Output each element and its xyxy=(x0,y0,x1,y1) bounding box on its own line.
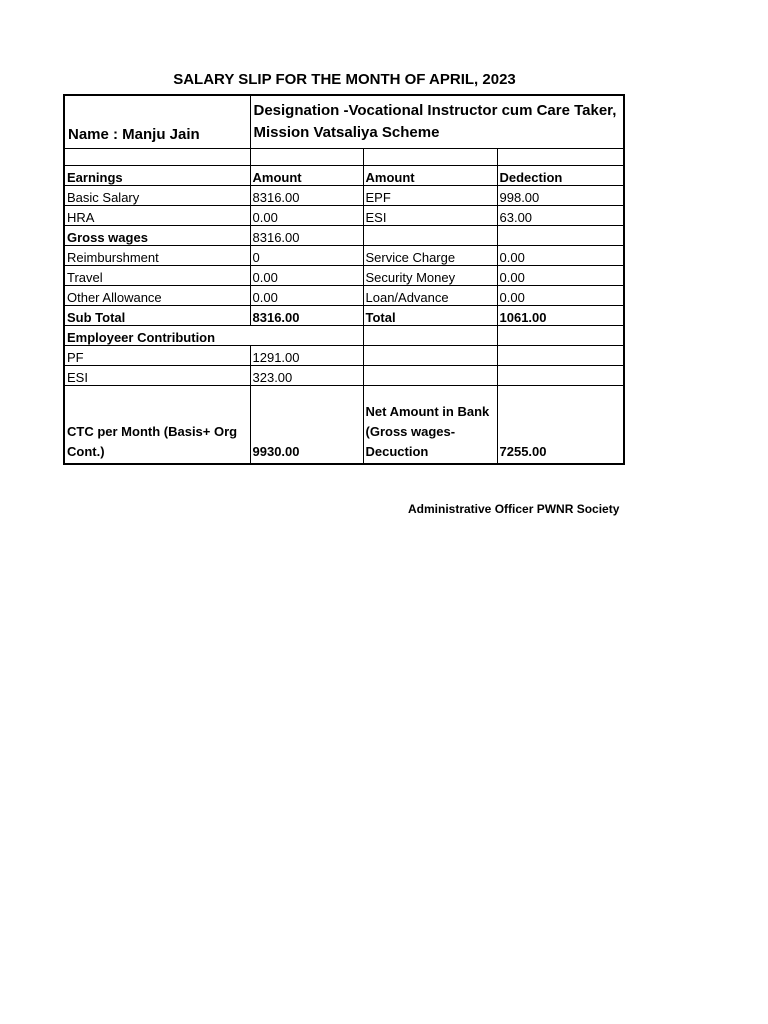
deduction-amount: 998.00 xyxy=(497,186,624,206)
row-label: Sub Total xyxy=(64,306,250,326)
deduction-amount: 1061.00 xyxy=(497,306,624,326)
row-amount: 0.00 xyxy=(250,206,363,226)
ctc-amount: 9930.00 xyxy=(250,386,363,465)
column-header-row xyxy=(64,166,624,186)
table-row xyxy=(64,366,624,386)
row-amount: 8316.00 xyxy=(250,186,363,206)
ctc-label: CTC per Month (Basis+ Org Cont.) xyxy=(64,386,250,465)
subtotal-row xyxy=(64,306,624,326)
row-label: Travel xyxy=(64,266,250,286)
employer-contribution-row xyxy=(64,326,624,346)
deduction-label: Loan/Advance xyxy=(363,286,497,306)
table-row xyxy=(64,226,624,246)
net-amount: 7255.00 xyxy=(497,386,624,465)
page-title: SALARY SLIP FOR THE MONTH OF APRIL, 2023 xyxy=(173,71,516,88)
row-label: Basic Salary xyxy=(64,186,250,206)
row-amount: 0 xyxy=(250,246,363,266)
deduction-label: Security Money xyxy=(363,266,497,286)
deduction-label: Service Charge xyxy=(363,246,497,266)
row-label: PF xyxy=(64,346,250,366)
net-amount-label: Net Amount in Bank (Gross wages- Decuction xyxy=(363,386,497,465)
col-amount-2: Amount xyxy=(363,166,497,186)
signatory: Administrative Officer PWNR Society xyxy=(408,502,620,516)
row-amount: 323.00 xyxy=(250,366,363,386)
deduction-label: Total xyxy=(363,306,497,326)
row-amount: 8316.00 xyxy=(250,306,363,326)
row-amount: 1291.00 xyxy=(250,346,363,366)
deduction-amount: 0.00 xyxy=(497,286,624,306)
row-label: Gross wages xyxy=(64,226,250,246)
row-label: ESI xyxy=(64,366,250,386)
ctc-row xyxy=(64,386,624,465)
salary-table xyxy=(63,94,625,465)
deduction-label: EPF xyxy=(363,186,497,206)
blank-row xyxy=(64,149,624,166)
row-label: Other Allowance xyxy=(64,286,250,306)
designation: Designation -Vocational Instructor cum Care Taker, Mission Vatsaliya Scheme xyxy=(250,95,624,149)
row-amount: 8316.00 xyxy=(250,226,363,246)
table-row xyxy=(64,286,624,306)
row-amount: 0.00 xyxy=(250,266,363,286)
table-row xyxy=(64,206,624,226)
col-amount: Amount xyxy=(250,166,363,186)
deduction-label: ESI xyxy=(363,206,497,226)
row-amount: 0.00 xyxy=(250,286,363,306)
employee-name: Name : Manju Jain xyxy=(64,95,250,149)
table-row xyxy=(64,346,624,366)
col-deduction: Dedection xyxy=(497,166,624,186)
header-row xyxy=(64,95,624,149)
deduction-amount: 0.00 xyxy=(497,246,624,266)
row-label: Employeer Contribution xyxy=(64,326,363,346)
table-row xyxy=(64,266,624,286)
table-row xyxy=(64,246,624,266)
row-label: HRA xyxy=(64,206,250,226)
row-label: Reimburshment xyxy=(64,246,250,266)
deduction-amount: 0.00 xyxy=(497,266,624,286)
table-row xyxy=(64,186,624,206)
col-earnings: Earnings xyxy=(64,166,250,186)
deduction-amount: 63.00 xyxy=(497,206,624,226)
